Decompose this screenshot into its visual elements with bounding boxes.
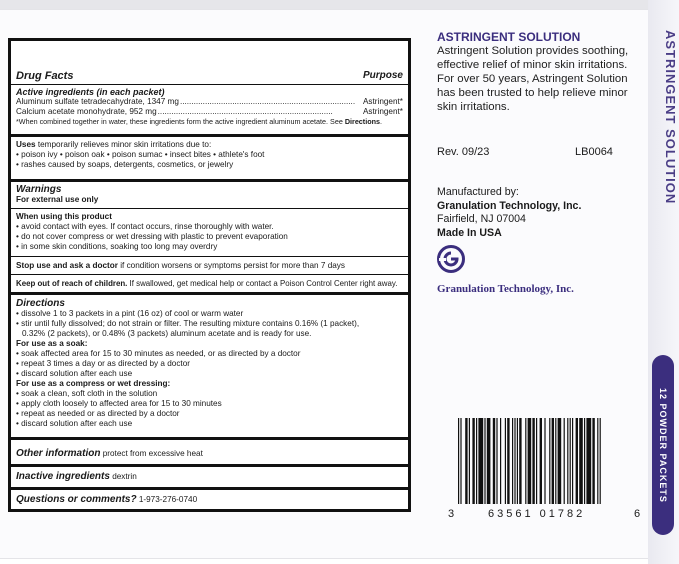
other-info-text: protect from excessive heat bbox=[100, 449, 203, 458]
side-product-title: ASTRINGENT SOLUTION bbox=[663, 30, 678, 205]
questions-section bbox=[16, 495, 403, 505]
keep-out-text: If swallowed, get medical help or contact a Poison Control Center right away. bbox=[127, 279, 398, 288]
company-name: Granulation Technology, Inc. bbox=[437, 199, 582, 212]
other-info-title: Other information bbox=[16, 448, 101, 459]
active-ingredients-section: Active ingredients (in each packet) Aluminum sulfate tetradecahydrate, 1347 mg ............................................................................. Astringent* Calcium acetate monohydrate, 952 mg ............................................................................. Astringent* *When combined together in water, these ingredients form the active ingredient aluminum acetate. See Directions. bbox=[16, 87, 403, 126]
directions-title: Directions bbox=[16, 298, 65, 309]
soak-2: • repeat 3 times a day or as directed by a doctor bbox=[16, 359, 190, 368]
inactive-text: dextrin bbox=[109, 472, 137, 481]
inactive-title: Inactive ingredients bbox=[16, 471, 110, 482]
packet-count-label: 12 POWDER PACKETS bbox=[658, 387, 668, 503]
stop-use-section bbox=[16, 261, 403, 271]
manufacturer-block bbox=[437, 186, 581, 240]
ingredient-2-purpose: Astringent* bbox=[362, 107, 403, 116]
warnings-title: Warnings bbox=[16, 184, 62, 195]
keep-out-section bbox=[16, 279, 403, 289]
footnote-directions-link: Directions bbox=[344, 117, 380, 126]
company-logo-icon bbox=[437, 245, 465, 273]
barcode-digits: 63561 01782 bbox=[488, 508, 586, 520]
when-using-section bbox=[16, 212, 403, 252]
soak-1: • soak affected area for 15 to 30 minutes as needed, or as directed by a doctor bbox=[16, 349, 301, 358]
made-in-usa: Made In USA bbox=[437, 226, 502, 239]
inactive-section bbox=[16, 472, 403, 482]
when-using-2: • do not cover compress or wet dressing with plastic to prevent evaporation bbox=[16, 232, 288, 241]
drug-facts-title: Drug Facts bbox=[16, 70, 74, 82]
uses-label: Uses bbox=[16, 140, 36, 149]
compress-2: • apply cloth loosely to affected area for 15 to 30 minutes bbox=[16, 399, 222, 408]
uses-text: temporarily relieves minor skin irritations due to: bbox=[35, 140, 212, 149]
compress-1: • soak a clean, soft cloth in the solution bbox=[16, 389, 158, 398]
drug-facts-panel bbox=[8, 38, 411, 512]
compress-title: For use as a compress or wet dressing: bbox=[16, 379, 171, 388]
warnings-section bbox=[16, 185, 403, 205]
when-using-title: When using this product bbox=[16, 212, 112, 221]
stop-use-text: if condition worsens or symptoms persist for more than 7 days bbox=[117, 261, 345, 270]
compress-3: • repeat as needed or as directed by a doctor bbox=[16, 409, 180, 418]
directions-1: • dissolve 1 to 3 packets in a pint (16 oz) of cool or warm water bbox=[16, 309, 244, 318]
directions-2: • stir until fully dissolved; do not strain or filter. The resulting mixture contains 0.16% (1 packet), bbox=[16, 319, 360, 328]
uses-section bbox=[16, 140, 403, 170]
product-title: ASTRINGENT SOLUTION bbox=[437, 30, 581, 44]
company-logo-text: Granulation Technology, Inc. bbox=[437, 283, 574, 295]
revision: Rev. 09/23 bbox=[437, 146, 490, 158]
stop-use-label: Stop use and ask a doctor bbox=[16, 261, 118, 270]
packet-count-badge bbox=[652, 355, 674, 535]
when-using-3: • in some skin conditions, soaking too long may overdry bbox=[16, 242, 218, 251]
purpose-header: Purpose bbox=[362, 70, 403, 81]
keep-out-label: Keep out of reach of children. bbox=[16, 279, 128, 288]
other-info-section bbox=[16, 449, 403, 459]
barcode bbox=[458, 418, 643, 504]
lot-code: LB0064 bbox=[575, 146, 613, 158]
soak-3: • discard solution after each use bbox=[16, 369, 133, 378]
company-address: Fairfield, NJ 07004 bbox=[437, 213, 526, 226]
soak-title: For use as a soak: bbox=[16, 339, 88, 348]
product-description: Astringent Solution provides soothing, effective relief of minor skin irritations. For over 50 years, Astringent Solution has been trusted to help relieve minor skin irritations. bbox=[437, 45, 629, 113]
questions-title: Questions or comments? bbox=[16, 494, 137, 505]
questions-phone: 1-973-276-0740 bbox=[136, 495, 198, 504]
uses-items-1: • poison ivy • poison oak • poison sumac • insect bites • athlete's foot bbox=[16, 150, 265, 159]
uses-items-2: • rashes caused by soaps, detergents, cosmetics, or jewelry bbox=[16, 160, 234, 169]
ingredient-1-purpose: Astringent* bbox=[362, 97, 403, 106]
barcode-digit-right: 6 bbox=[634, 508, 641, 520]
ingredient-1: Aluminum sulfate tetradecahydrate, 1347 mg bbox=[16, 97, 179, 106]
when-using-1: • avoid contact with eyes. If contact occurs, rinse thoroughly with water. bbox=[16, 222, 274, 231]
manufactured-by-label: Manufactured by: bbox=[437, 186, 519, 198]
directions-3: 0.32% (2 packets), or 0.48% (3 packets) aluminum acetate and is ready for use. bbox=[22, 329, 312, 338]
barcode-digit-left: 3 bbox=[448, 508, 455, 520]
ingredient-2: Calcium acetate monohydrate, 952 mg bbox=[16, 107, 157, 116]
directions-section bbox=[16, 299, 403, 429]
footnote: *When combined together in water, these ingredients form the active ingredient aluminum acetate. See bbox=[16, 117, 345, 126]
active-ingredients-header: Active ingredients (in each packet) bbox=[16, 87, 165, 97]
compress-4: • discard solution after each use bbox=[16, 419, 133, 428]
drug-facts-header bbox=[16, 71, 403, 81]
product-info bbox=[437, 30, 642, 114]
external-use: For external use only bbox=[16, 195, 99, 204]
